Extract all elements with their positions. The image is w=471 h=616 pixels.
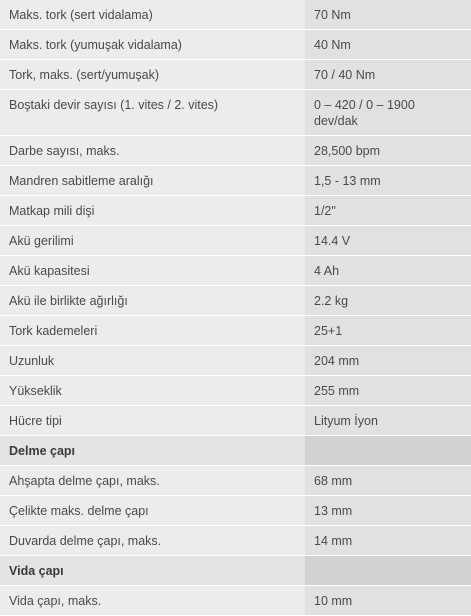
spec-value-cell bbox=[305, 586, 471, 616]
spec-label-cell bbox=[0, 90, 305, 136]
spec-label-cell bbox=[0, 316, 305, 346]
spec-value-cell bbox=[305, 0, 471, 30]
spec-value: 0 – 420 / 0 – 1900 dev/dak bbox=[314, 98, 415, 128]
spec-row bbox=[0, 0, 471, 30]
spec-value: 28,500 bpm bbox=[314, 144, 381, 158]
spec-value: 40 Nm bbox=[314, 38, 351, 52]
spec-value-cell bbox=[305, 256, 471, 286]
spec-label-cell bbox=[0, 0, 305, 30]
spec-label: Yükseklik bbox=[9, 384, 62, 398]
spec-label-cell bbox=[0, 30, 305, 60]
spec-label: Matkap mili dişi bbox=[9, 204, 95, 218]
spec-value: 14.4 V bbox=[314, 234, 351, 248]
spec-value: 10 mm bbox=[314, 594, 353, 608]
spec-label: Tork, maks. (sert/yumuşak) bbox=[9, 68, 160, 82]
spec-label: Mandren sabitleme aralığı bbox=[9, 174, 154, 188]
spec-label: Tork kademeleri bbox=[9, 324, 98, 338]
spec-value-cell bbox=[305, 406, 471, 436]
spec-row bbox=[0, 346, 471, 376]
spec-label: Maks. tork (sert vidalama) bbox=[9, 8, 153, 22]
spec-value: 2.2 kg bbox=[314, 294, 349, 308]
spec-label-cell bbox=[0, 526, 305, 556]
spec-value: Lityum İyon bbox=[314, 414, 378, 428]
spec-label-cell bbox=[0, 586, 305, 616]
spec-value-cell bbox=[305, 496, 471, 526]
section-title-cell bbox=[0, 436, 305, 466]
section-title-cell bbox=[0, 556, 305, 586]
spec-label-cell bbox=[0, 346, 305, 376]
spec-label-cell bbox=[0, 496, 305, 526]
spec-row bbox=[0, 196, 471, 226]
spec-row bbox=[0, 136, 471, 166]
spec-value: 1/2" bbox=[314, 204, 336, 218]
spec-value: 14 mm bbox=[314, 534, 353, 548]
spec-row bbox=[0, 526, 471, 556]
spec-label-cell bbox=[0, 60, 305, 90]
spec-label-cell bbox=[0, 256, 305, 286]
section-value bbox=[314, 556, 461, 569]
spec-label-cell bbox=[0, 166, 305, 196]
section-header-row bbox=[0, 436, 471, 466]
section-value-cell bbox=[305, 556, 471, 586]
spec-row bbox=[0, 256, 471, 286]
section-header-row bbox=[0, 556, 471, 586]
spec-row bbox=[0, 286, 471, 316]
spec-label: Akü gerilimi bbox=[9, 234, 74, 248]
spec-row bbox=[0, 586, 471, 616]
spec-value: 25+1 bbox=[314, 324, 343, 338]
spec-value-cell bbox=[305, 90, 471, 136]
spec-label: Çelikte maks. delme çapı bbox=[9, 504, 149, 518]
spec-value-cell bbox=[305, 166, 471, 196]
spec-value: 204 mm bbox=[314, 354, 360, 368]
spec-value: 4 Ah bbox=[314, 264, 340, 278]
spec-value: 1,5 - 13 mm bbox=[314, 174, 381, 188]
spec-row bbox=[0, 496, 471, 526]
section-title: Vida çapı bbox=[9, 564, 64, 578]
spec-label-cell bbox=[0, 196, 305, 226]
spec-row bbox=[0, 406, 471, 436]
spec-label-cell bbox=[0, 286, 305, 316]
spec-value: 70 / 40 Nm bbox=[314, 68, 376, 82]
section-title: Delme çapı bbox=[9, 444, 76, 458]
spec-value-cell bbox=[305, 30, 471, 60]
spec-row bbox=[0, 226, 471, 256]
spec-label: Hücre tipi bbox=[9, 414, 62, 428]
spec-value: 13 mm bbox=[314, 504, 353, 518]
spec-row bbox=[0, 90, 471, 136]
spec-label: Akü ile birlikte ağırlığı bbox=[9, 294, 128, 308]
spec-label-cell bbox=[0, 136, 305, 166]
spec-value-cell bbox=[305, 136, 471, 166]
spec-value: 255 mm bbox=[314, 384, 360, 398]
spec-value-cell bbox=[305, 60, 471, 90]
spec-value-cell bbox=[305, 376, 471, 406]
spec-row bbox=[0, 466, 471, 496]
spec-label: Uzunluk bbox=[9, 354, 55, 368]
spec-value-cell bbox=[305, 346, 471, 376]
spec-row bbox=[0, 316, 471, 346]
spec-label: Akü kapasitesi bbox=[9, 264, 90, 278]
spec-label-cell bbox=[0, 376, 305, 406]
spec-label: Maks. tork (yumuşak vidalama) bbox=[9, 38, 182, 52]
spec-label: Darbe sayısı, maks. bbox=[9, 144, 120, 158]
spec-label-cell bbox=[0, 406, 305, 436]
spec-row bbox=[0, 60, 471, 90]
spec-value-cell bbox=[305, 196, 471, 226]
spec-row bbox=[0, 166, 471, 196]
spec-label: Ahşapta delme çapı, maks. bbox=[9, 474, 160, 488]
spec-value: 70 Nm bbox=[314, 8, 351, 22]
spec-value: 68 mm bbox=[314, 474, 353, 488]
spec-value-cell bbox=[305, 466, 471, 496]
section-value bbox=[314, 436, 461, 449]
spec-label-cell bbox=[0, 226, 305, 256]
spec-label-cell bbox=[0, 466, 305, 496]
spec-label: Duvarda delme çapı, maks. bbox=[9, 534, 162, 548]
spec-label: Vida çapı, maks. bbox=[9, 594, 102, 608]
spec-row bbox=[0, 30, 471, 60]
spec-label: Boştaki devir sayısı (1. vites / 2. vites) bbox=[9, 98, 219, 112]
section-value-cell bbox=[305, 436, 471, 466]
spec-value-cell bbox=[305, 316, 471, 346]
spec-value-cell bbox=[305, 526, 471, 556]
spec-value-cell bbox=[305, 286, 471, 316]
spec-value-cell bbox=[305, 226, 471, 256]
spec-row bbox=[0, 376, 471, 406]
